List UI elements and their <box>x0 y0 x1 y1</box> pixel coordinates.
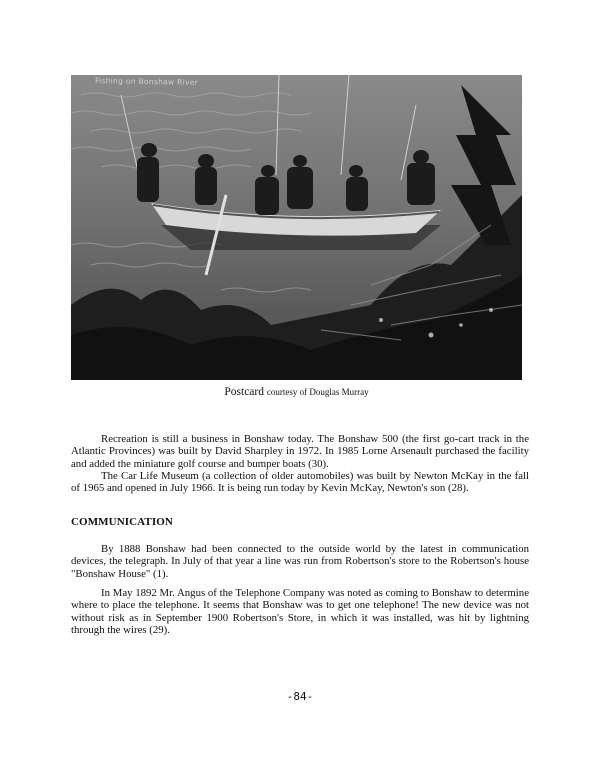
paragraph-recreation-1: Recreation is still a business in Bonshaw today. The Bonshaw 500 (the first go-cart track in the Atlantic Provinces) was built by David Sharpley in 1972. In 1985 Lorne Arsenault purchased the facility and added the miniature golf course and bumper boats (30). <box>71 433 529 470</box>
paragraph-recreation-2: The Car Life Museum (a collection of older automobiles) was built by Newton McKay in the fall of 1965 and opened in July 1966. It is being run today by Kevin McKay, Newton's son (28). <box>71 469 529 495</box>
photo-illustration <box>71 75 522 380</box>
telegraph-section <box>71 543 529 580</box>
page-number: -84- <box>286 690 314 703</box>
section-heading: COMMUNICATION <box>71 516 173 528</box>
paragraph-telegraph: By 1888 Bonshaw had been connected to the outside world by the latest in communication devices, the telegraph. In July of that year a line was run from Robertson's store to the Robertson's house "Bonshaw House" (1). <box>71 543 529 580</box>
recreation-section <box>71 433 529 494</box>
telephone-section <box>71 587 529 636</box>
photo-inscription: Fishing on Bonshaw River <box>94 76 199 87</box>
paragraph-telephone: In May 1892 Mr. Angus of the Telephone Company was noted as coming to Bonshaw to determine where to place the telephone. It seems that Bonshaw was to get one telephone! The new device was not without risk as in September 1900 Robertson's Store, in which it was installed, was hit by lightning through the wires (29). <box>71 587 529 636</box>
caption-credit: courtesy of Douglas Murray <box>266 387 369 397</box>
postcard-photo <box>71 75 522 380</box>
caption-title: Postcard <box>224 386 264 398</box>
photo-caption <box>71 386 522 398</box>
